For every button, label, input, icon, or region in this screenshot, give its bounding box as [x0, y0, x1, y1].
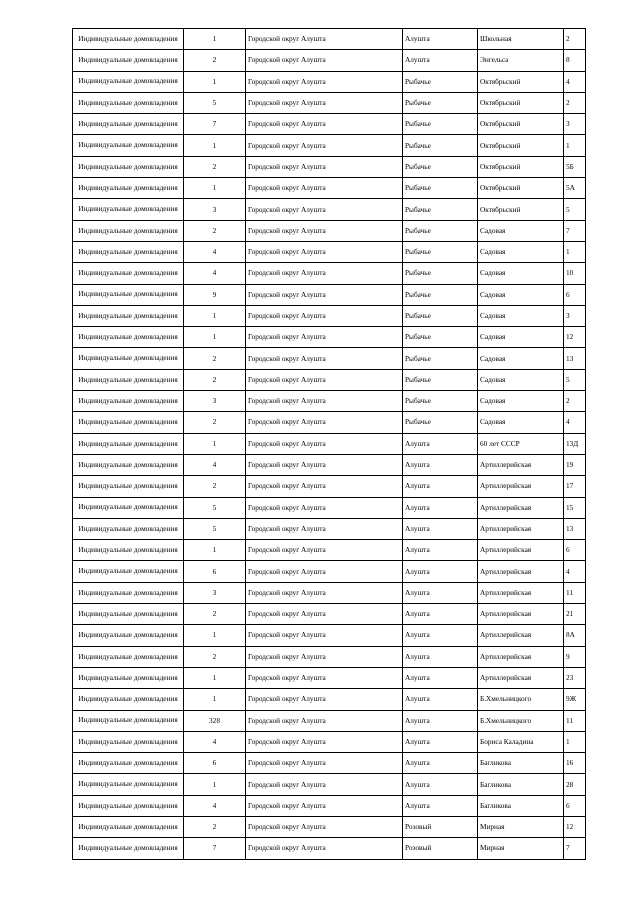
table-row: [73, 838, 586, 859]
street-cell: Артиллерийская: [478, 497, 564, 518]
housing-type-cell: Индивидуальные домовладения: [73, 263, 184, 284]
count-cell: 4: [184, 795, 246, 816]
house-number-cell: 1: [564, 135, 586, 156]
count-cell: 1: [184, 71, 246, 92]
count-cell: 1: [184, 774, 246, 795]
district-cell: Городской округ Алушта: [246, 412, 403, 433]
housing-type-cell: Индивидуальные домовладения: [73, 178, 184, 199]
district-cell: Городской округ Алушта: [246, 29, 403, 50]
table-row: [73, 625, 586, 646]
locality-cell: Алушта: [403, 731, 478, 752]
street-cell: Мирная: [478, 816, 564, 837]
street-cell: Артиллерийская: [478, 454, 564, 475]
locality-cell: Розовый: [403, 816, 478, 837]
housing-type-cell: Индивидуальные домовладения: [73, 476, 184, 497]
street-cell: Октябрьский: [478, 199, 564, 220]
district-cell: Городской округ Алушта: [246, 156, 403, 177]
table-row: [73, 263, 586, 284]
count-cell: 7: [184, 114, 246, 135]
count-cell: 1: [184, 625, 246, 646]
district-cell: Городской округ Алушта: [246, 135, 403, 156]
housing-type-cell: Индивидуальные домовладения: [73, 327, 184, 348]
housing-type-cell: Индивидуальные домовладения: [73, 561, 184, 582]
table-row: [73, 199, 586, 220]
locality-cell: Алушта: [403, 795, 478, 816]
table-row: [73, 774, 586, 795]
locality-cell: Алушта: [403, 561, 478, 582]
table-row: [73, 604, 586, 625]
table-row: [73, 135, 586, 156]
table-row: [73, 540, 586, 561]
count-cell: 4: [184, 731, 246, 752]
housing-type-cell: Индивидуальные домовладения: [73, 156, 184, 177]
table-row: [73, 412, 586, 433]
street-cell: Артиллерийская: [478, 625, 564, 646]
count-cell: 9: [184, 284, 246, 305]
locality-cell: Алушта: [403, 497, 478, 518]
count-cell: 2: [184, 156, 246, 177]
house-number-cell: 15: [564, 497, 586, 518]
locality-cell: Рыбачье: [403, 241, 478, 262]
street-cell: Артиллерийская: [478, 582, 564, 603]
locality-cell: Рыбачье: [403, 178, 478, 199]
housing-type-cell: Индивидуальные домовладения: [73, 305, 184, 326]
locality-cell: Алушта: [403, 476, 478, 497]
count-cell: 2: [184, 369, 246, 390]
count-cell: 3: [184, 391, 246, 412]
table-row: [73, 284, 586, 305]
house-number-cell: 13: [564, 518, 586, 539]
street-cell: Энгельса: [478, 50, 564, 71]
housing-type-cell: Индивидуальные домовладения: [73, 114, 184, 135]
housing-type-cell: Индивидуальные домовладения: [73, 710, 184, 731]
house-number-cell: 9Ж: [564, 689, 586, 710]
housing-type-cell: Индивидуальные домовладения: [73, 391, 184, 412]
locality-cell: Рыбачье: [403, 71, 478, 92]
district-cell: Городской округ Алушта: [246, 178, 403, 199]
count-cell: 1: [184, 327, 246, 348]
street-cell: Бориса Каладина: [478, 731, 564, 752]
count-cell: 2: [184, 816, 246, 837]
locality-cell: Алушта: [403, 604, 478, 625]
housing-registry-table: [72, 28, 586, 860]
locality-cell: Алушта: [403, 582, 478, 603]
district-cell: Городской округ Алушта: [246, 646, 403, 667]
count-cell: 1: [184, 135, 246, 156]
street-cell: Садовая: [478, 348, 564, 369]
housing-type-cell: Индивидуальные домовладения: [73, 731, 184, 752]
street-cell: Садовая: [478, 305, 564, 326]
count-cell: 1: [184, 540, 246, 561]
housing-type-cell: Индивидуальные домовладения: [73, 241, 184, 262]
housing-type-cell: Индивидуальные домовладения: [73, 412, 184, 433]
street-cell: Багликова: [478, 774, 564, 795]
district-cell: Городской округ Алушта: [246, 241, 403, 262]
table-row: [73, 369, 586, 390]
table-row: [73, 241, 586, 262]
district-cell: Городской округ Алушта: [246, 795, 403, 816]
district-cell: Городской округ Алушта: [246, 731, 403, 752]
street-cell: Садовая: [478, 412, 564, 433]
district-cell: Городской округ Алушта: [246, 71, 403, 92]
table-row: [73, 667, 586, 688]
locality-cell: Рыбачье: [403, 412, 478, 433]
street-cell: Садовая: [478, 263, 564, 284]
housing-type-cell: Индивидуальные домовладения: [73, 50, 184, 71]
district-cell: Городской округ Алушта: [246, 604, 403, 625]
locality-cell: Алушта: [403, 774, 478, 795]
street-cell: Октябрьский: [478, 178, 564, 199]
district-cell: Городской округ Алушта: [246, 753, 403, 774]
street-cell: Багликова: [478, 753, 564, 774]
house-number-cell: 11: [564, 710, 586, 731]
table-row: [73, 305, 586, 326]
street-cell: Октябрьский: [478, 135, 564, 156]
locality-cell: Рыбачье: [403, 348, 478, 369]
street-cell: Садовая: [478, 391, 564, 412]
count-cell: 1: [184, 689, 246, 710]
street-cell: Багликова: [478, 795, 564, 816]
district-cell: Городской округ Алушта: [246, 199, 403, 220]
house-number-cell: 1: [564, 731, 586, 752]
registry-table-body: [73, 29, 586, 860]
street-cell: Октябрьский: [478, 114, 564, 135]
district-cell: Городской округ Алушта: [246, 774, 403, 795]
count-cell: 2: [184, 604, 246, 625]
table-row: [73, 518, 586, 539]
housing-type-cell: Индивидуальные домовладения: [73, 348, 184, 369]
table-row: [73, 816, 586, 837]
locality-cell: Рыбачье: [403, 263, 478, 284]
count-cell: 1: [184, 29, 246, 50]
house-number-cell: 7: [564, 220, 586, 241]
house-number-cell: 5А: [564, 178, 586, 199]
house-number-cell: 2: [564, 391, 586, 412]
housing-type-cell: Индивидуальные домовладения: [73, 625, 184, 646]
housing-type-cell: Индивидуальные домовладения: [73, 816, 184, 837]
house-number-cell: 6: [564, 540, 586, 561]
house-number-cell: 1: [564, 241, 586, 262]
housing-type-cell: Индивидуальные домовладения: [73, 646, 184, 667]
street-cell: Садовая: [478, 220, 564, 241]
house-number-cell: 6: [564, 284, 586, 305]
locality-cell: Рыбачье: [403, 135, 478, 156]
street-cell: Мирная: [478, 838, 564, 859]
street-cell: Артиллерийская: [478, 667, 564, 688]
table-row: [73, 710, 586, 731]
locality-cell: Алушта: [403, 689, 478, 710]
house-number-cell: 3: [564, 114, 586, 135]
count-cell: 1: [184, 178, 246, 199]
district-cell: Городской округ Алушта: [246, 838, 403, 859]
district-cell: Городской округ Алушта: [246, 625, 403, 646]
street-cell: Артиллерийская: [478, 518, 564, 539]
house-number-cell: 6: [564, 795, 586, 816]
table-row: [73, 561, 586, 582]
count-cell: 2: [184, 646, 246, 667]
street-cell: Садовая: [478, 327, 564, 348]
house-number-cell: 21: [564, 604, 586, 625]
housing-type-cell: Индивидуальные домовладения: [73, 199, 184, 220]
count-cell: 2: [184, 348, 246, 369]
street-cell: Октябрьский: [478, 156, 564, 177]
locality-cell: Алушта: [403, 646, 478, 667]
housing-type-cell: Индивидуальные домовладения: [73, 369, 184, 390]
housing-type-cell: Индивидуальные домовладения: [73, 92, 184, 113]
house-number-cell: 12: [564, 327, 586, 348]
district-cell: Городской округ Алушта: [246, 369, 403, 390]
street-cell: 60 лет СССР: [478, 433, 564, 454]
table-row: [73, 327, 586, 348]
district-cell: Городской округ Алушта: [246, 476, 403, 497]
street-cell: Октябрьский: [478, 92, 564, 113]
district-cell: Городской округ Алушта: [246, 50, 403, 71]
house-number-cell: 13Д: [564, 433, 586, 454]
count-cell: 4: [184, 263, 246, 284]
district-cell: Городской округ Алушта: [246, 305, 403, 326]
house-number-cell: 10: [564, 263, 586, 284]
district-cell: Городской округ Алушта: [246, 454, 403, 475]
housing-type-cell: Индивидуальные домовладения: [73, 753, 184, 774]
house-number-cell: 4: [564, 412, 586, 433]
count-cell: 1: [184, 667, 246, 688]
district-cell: Городской округ Алушта: [246, 114, 403, 135]
locality-cell: Рыбачье: [403, 284, 478, 305]
street-cell: Садовая: [478, 284, 564, 305]
street-cell: Школьная: [478, 29, 564, 50]
count-cell: 2: [184, 50, 246, 71]
housing-type-cell: Индивидуальные домовладения: [73, 135, 184, 156]
table-row: [73, 476, 586, 497]
housing-type-cell: Индивидуальные домовладения: [73, 689, 184, 710]
locality-cell: Рыбачье: [403, 92, 478, 113]
table-row: [73, 731, 586, 752]
housing-type-cell: Индивидуальные домовладения: [73, 518, 184, 539]
housing-type-cell: Индивидуальные домовладения: [73, 497, 184, 518]
count-cell: 2: [184, 476, 246, 497]
housing-type-cell: Индивидуальные домовладения: [73, 582, 184, 603]
locality-cell: Рыбачье: [403, 199, 478, 220]
count-cell: 5: [184, 497, 246, 518]
locality-cell: Алушта: [403, 50, 478, 71]
district-cell: Городской округ Алушта: [246, 348, 403, 369]
house-number-cell: 9: [564, 646, 586, 667]
count-cell: 2: [184, 220, 246, 241]
table-row: [73, 391, 586, 412]
house-number-cell: 12: [564, 816, 586, 837]
district-cell: Городской округ Алушта: [246, 92, 403, 113]
housing-type-cell: Индивидуальные домовладения: [73, 774, 184, 795]
locality-cell: Рыбачье: [403, 156, 478, 177]
housing-type-cell: Индивидуальные домовладения: [73, 220, 184, 241]
count-cell: 1: [184, 433, 246, 454]
district-cell: Городской округ Алушта: [246, 220, 403, 241]
housing-type-cell: Индивидуальные домовладения: [73, 540, 184, 561]
street-cell: Б.Хмельницкого: [478, 689, 564, 710]
house-number-cell: 8: [564, 50, 586, 71]
locality-cell: Рыбачье: [403, 114, 478, 135]
house-number-cell: 5Б: [564, 156, 586, 177]
street-cell: Садовая: [478, 369, 564, 390]
district-cell: Городской округ Алушта: [246, 518, 403, 539]
housing-type-cell: Индивидуальные домовладения: [73, 454, 184, 475]
house-number-cell: 23: [564, 667, 586, 688]
table-row: [73, 433, 586, 454]
table-row: [73, 795, 586, 816]
locality-cell: Розовый: [403, 838, 478, 859]
house-number-cell: 4: [564, 561, 586, 582]
district-cell: Городской округ Алушта: [246, 327, 403, 348]
house-number-cell: 8А: [564, 625, 586, 646]
district-cell: Городской округ Алушта: [246, 667, 403, 688]
table-row: [73, 92, 586, 113]
house-number-cell: 17: [564, 476, 586, 497]
district-cell: Городской округ Алушта: [246, 540, 403, 561]
district-cell: Городской округ Алушта: [246, 497, 403, 518]
locality-cell: Алушта: [403, 540, 478, 561]
house-number-cell: 4: [564, 71, 586, 92]
district-cell: Городской округ Алушта: [246, 433, 403, 454]
housing-type-cell: Индивидуальные домовладения: [73, 838, 184, 859]
street-cell: Октябрьский: [478, 71, 564, 92]
locality-cell: Рыбачье: [403, 305, 478, 326]
locality-cell: Алушта: [403, 454, 478, 475]
locality-cell: Алушта: [403, 710, 478, 731]
street-cell: Артиллерийская: [478, 476, 564, 497]
district-cell: Городской округ Алушта: [246, 816, 403, 837]
housing-type-cell: Индивидуальные домовладения: [73, 29, 184, 50]
count-cell: 6: [184, 753, 246, 774]
house-number-cell: 5: [564, 369, 586, 390]
district-cell: Городской округ Алушта: [246, 710, 403, 731]
table-row: [73, 29, 586, 50]
locality-cell: Рыбачье: [403, 369, 478, 390]
house-number-cell: 3: [564, 305, 586, 326]
locality-cell: Алушта: [403, 753, 478, 774]
locality-cell: Рыбачье: [403, 391, 478, 412]
count-cell: 2: [184, 412, 246, 433]
housing-type-cell: Индивидуальные домовладения: [73, 433, 184, 454]
table-row: [73, 71, 586, 92]
table-row: [73, 156, 586, 177]
count-cell: 5: [184, 92, 246, 113]
table-row: [73, 753, 586, 774]
street-cell: Артиллерийская: [478, 561, 564, 582]
table-row: [73, 454, 586, 475]
house-number-cell: 28: [564, 774, 586, 795]
table-row: [73, 220, 586, 241]
table-row: [73, 497, 586, 518]
table-row: [73, 178, 586, 199]
district-cell: Городской округ Алушта: [246, 391, 403, 412]
housing-type-cell: Индивидуальные домовладения: [73, 284, 184, 305]
table-row: [73, 348, 586, 369]
housing-type-cell: Индивидуальные домовладения: [73, 795, 184, 816]
district-cell: Городской округ Алушта: [246, 263, 403, 284]
locality-cell: Алушта: [403, 518, 478, 539]
street-cell: Артиллерийская: [478, 604, 564, 625]
locality-cell: Алушта: [403, 29, 478, 50]
count-cell: 4: [184, 454, 246, 475]
district-cell: Городской округ Алушта: [246, 689, 403, 710]
table-row: [73, 582, 586, 603]
street-cell: Б.Хмельницкого: [478, 710, 564, 731]
district-cell: Городской округ Алушта: [246, 582, 403, 603]
locality-cell: Рыбачье: [403, 327, 478, 348]
locality-cell: Рыбачье: [403, 220, 478, 241]
table-row: [73, 50, 586, 71]
housing-type-cell: Индивидуальные домовладения: [73, 667, 184, 688]
district-cell: Городской округ Алушта: [246, 284, 403, 305]
street-cell: Садовая: [478, 241, 564, 262]
house-number-cell: 5: [564, 199, 586, 220]
locality-cell: Алушта: [403, 625, 478, 646]
table-row: [73, 689, 586, 710]
housing-type-cell: Индивидуальные домовладения: [73, 71, 184, 92]
count-cell: 5: [184, 518, 246, 539]
house-number-cell: 2: [564, 92, 586, 113]
house-number-cell: 11: [564, 582, 586, 603]
count-cell: 6: [184, 561, 246, 582]
district-cell: Городской округ Алушта: [246, 561, 403, 582]
table-row: [73, 114, 586, 135]
house-number-cell: 7: [564, 838, 586, 859]
count-cell: 3: [184, 582, 246, 603]
table-row: [73, 646, 586, 667]
house-number-cell: 19: [564, 454, 586, 475]
count-cell: 4: [184, 241, 246, 262]
house-number-cell: 16: [564, 753, 586, 774]
count-cell: 1: [184, 305, 246, 326]
locality-cell: Алушта: [403, 667, 478, 688]
locality-cell: Алушта: [403, 433, 478, 454]
street-cell: Артиллерийская: [478, 646, 564, 667]
street-cell: Артиллерийская: [478, 540, 564, 561]
house-number-cell: 13: [564, 348, 586, 369]
count-cell: 7: [184, 838, 246, 859]
housing-type-cell: Индивидуальные домовладения: [73, 604, 184, 625]
count-cell: 3: [184, 199, 246, 220]
house-number-cell: 2: [564, 29, 586, 50]
count-cell: 328: [184, 710, 246, 731]
